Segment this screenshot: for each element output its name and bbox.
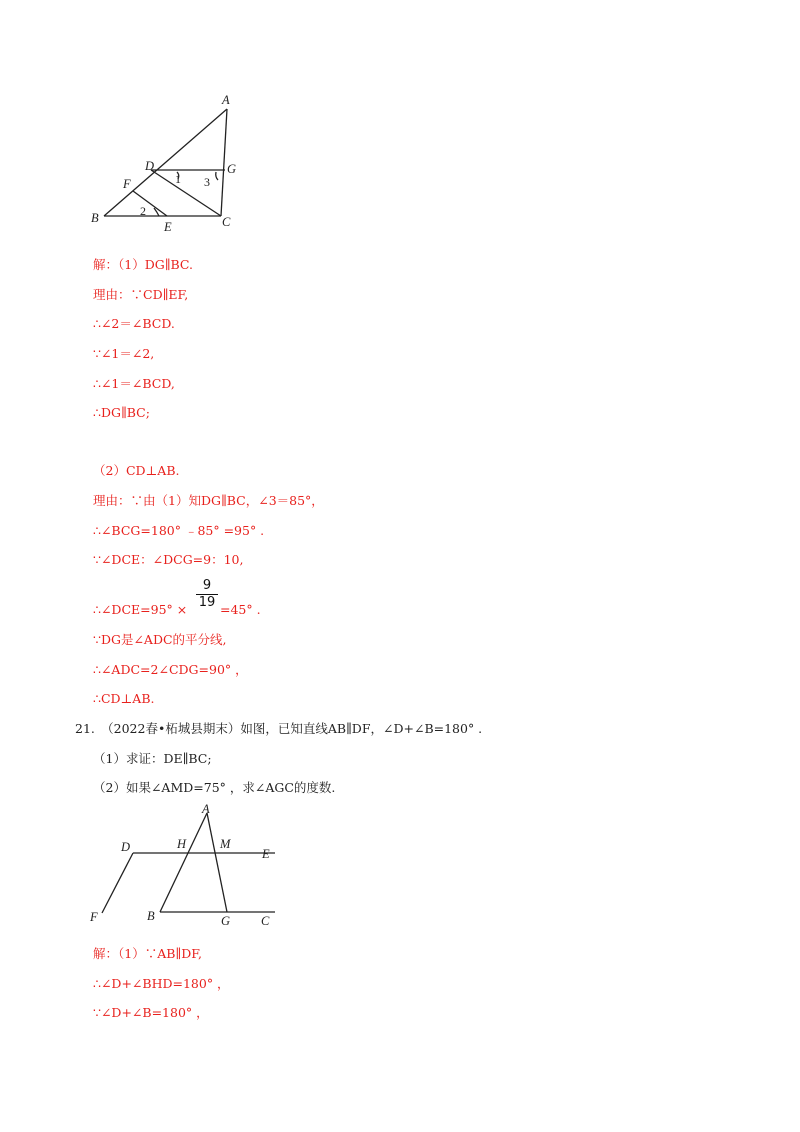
solution1-line-10: ∵∠DCE：∠DCG=9：10,: [93, 552, 244, 567]
label-B: B: [147, 909, 155, 923]
problem21-stem: 21. （2022春•柘城县期末）如图，已知直线AB∥DF，∠D+∠B=180° .: [75, 721, 483, 736]
label-D: D: [121, 840, 131, 854]
solution1-line-2: 理由：∵CD∥EF,: [93, 287, 189, 302]
solution1-line-11: ∴∠DCE=95° ×: [93, 602, 188, 617]
solution1-line-6: ∴DG∥BC;: [93, 405, 150, 420]
geometry-figure-1: [85, 92, 245, 237]
label-G: G: [221, 914, 231, 928]
solution1-line-14: ∴∠ADC=2∠CDG=90° ，: [93, 662, 248, 677]
label-E: E: [164, 220, 172, 234]
angle-3-label: 3: [204, 175, 210, 189]
angle-2-label: 2: [140, 204, 146, 218]
solution1-line-7: （2）CD⊥AB.: [93, 463, 180, 478]
fraction-denominator: 19: [198, 595, 216, 610]
solution1-line-5: ∴∠1＝∠BCD,: [93, 376, 175, 391]
solution1-line-4: ∵∠1＝∠2,: [93, 346, 155, 361]
solution1-line-12: =45° .: [220, 602, 261, 617]
label-A: A: [222, 93, 230, 107]
problem21-part1: （1）求证：DE∥BC;: [93, 751, 212, 766]
fraction-9-19: [196, 579, 218, 610]
label-A: A: [202, 802, 210, 816]
fraction-numerator: 9: [202, 578, 212, 593]
solution1-line-15: ∴CD⊥AB.: [93, 691, 155, 706]
solution1-line-1: 解：（1）DG∥BC.: [93, 257, 193, 272]
angle-1-label: 1: [175, 172, 181, 186]
solution1-line-9: ∴∠BCG=180° ﹣85° =95° .: [93, 523, 265, 538]
label-H: H: [177, 837, 187, 851]
solution1-line-3: ∴∠2＝∠BCD.: [93, 316, 175, 331]
solution2-line-1: 解：（1）∵AB∥DF,: [93, 946, 202, 961]
solution1-line-13: ∵DG是∠ADC的平分线,: [93, 632, 227, 647]
label-M: M: [220, 837, 231, 851]
label-F: F: [90, 910, 98, 924]
solution2-line-3: ∵∠D+∠B=180° ，: [93, 1005, 209, 1020]
solution2-line-2: ∴∠D+∠BHD=180° ，: [93, 976, 230, 991]
label-C: C: [261, 914, 270, 928]
label-G: G: [227, 162, 237, 176]
label-D: D: [145, 159, 155, 173]
label-F: F: [123, 177, 131, 191]
label-E: E: [262, 847, 270, 861]
label-C: C: [222, 215, 231, 229]
solution1-line-8: 理由：∵由（1）知DG∥BC，∠3＝85°，: [93, 493, 324, 508]
geometry-figure-2: [85, 800, 285, 930]
problem21-part2: （2）如果∠AMD=75° ，求∠AGC的度数.: [93, 780, 336, 795]
label-B: B: [91, 211, 99, 225]
